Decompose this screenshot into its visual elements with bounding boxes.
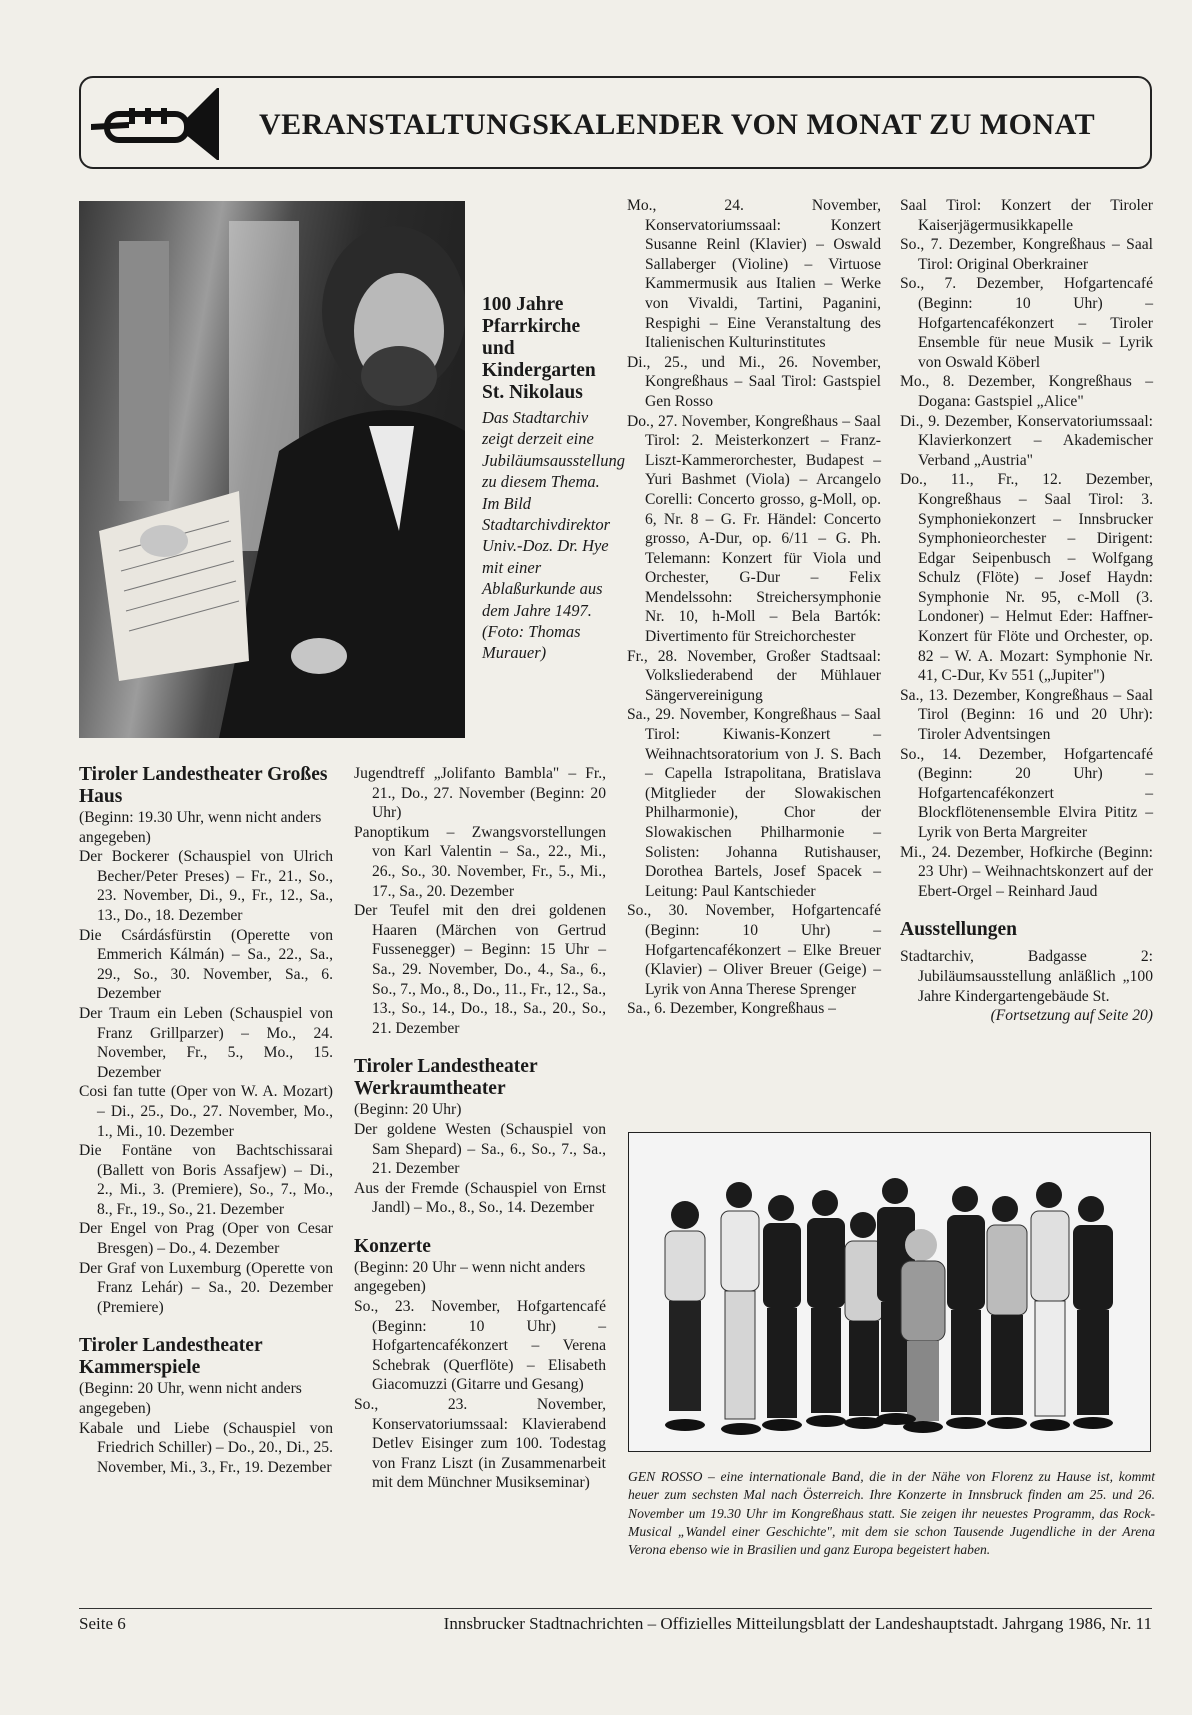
event-entry: Di., 9. Dezember, Konservatoriumssaal: Klavierkonzert – Akademischer Verband „Austria" [900,412,1153,469]
section-sub-kammerspiele: (Beginn: 20 Uhr, wenn nicht anders angegeben) [79,1380,302,1418]
event-entry: Aus der Fremde (Schauspiel von Ernst Jandl) – Mo., 8., So., 14. Dezember [354,1179,606,1217]
archive-director-photo [79,201,465,738]
photo-caption-heading: 100 Jahre Pfarrkirche und Kindergarten St. Nikolaus [482,294,596,403]
event-entry: Die Csárdásfürstin (Operette von Emmerich Kálmán) – Sa., 22., Sa., 29., So., 30. November, Sa., 6. Dezember [79,926,333,1003]
column-2 [354,764,606,1493]
column-4 [900,196,1153,1026]
event-entry: Der Graf von Luxemburg (Operette von Franz Lehár) – Sa., 20. Dezember (Premiere) [79,1259,333,1316]
column-3 [627,196,881,1019]
event-entry: Der Teufel mit den drei goldenen Haaren (Märchen von Gertrud Fussenegger) – Beginn: 15 Uhr – Sa., 29. November, Do., 4., Sa., 6., So., 7., Mo., 8., Do., 11., Fr., 12., Sa., 13., So., 14., Do., 18., Sa., 20., So., 21. Dezember [354,902,606,1037]
event-entry: Sa., 13. Dezember, Kongreßhaus – Saal Tirol (Beginn: 16 und 20 Uhr): Tiroler Adventsingen [900,686,1153,744]
footer-divider [79,1608,1152,1609]
event-entry: So., 23. November, Konservatoriumssaal: Klavierabend Detlev Eisinger zum 100. Todestag von Franz Liszt (in Zusammenarbeit mit dem Münchner Musikseminar) [354,1396,606,1492]
event-entry: Mo., 24. November, Konservatoriumssaal: Konzert Susanne Reinl (Klavier) – Oswald Sallaberger (Violine) – Virtuose Kammermusik aus Italien – Werke von Vivaldi, Tartini, Paganini, Respighi – Eine Veranstaltung des Italienischen Kulturinstitutes [627,197,881,352]
continuation-note: (Fortsetzung auf Seite 20) [990,1007,1153,1025]
event-entry: Do., 11., Fr., 12. Dezember, Kongreßhaus – Saal Tirol: 3. Symphoniekonzert – Innsbrucker Symphonieorchester – Dirigent: Edgar Seipenbusch – Wolfgang Schulz (Flöte) – Josef Haydn: Symphonie Nr. 95, c-Moll (3. Londoner) – Helmut Eder: Haffner-Konzert für Flöte und Orchester, op. 82 – W. A. Mozart: Symphonie Nr. 41, C-Dur, Kv 551 („Jupiter") [900,471,1153,685]
publication-info: Innsbrucker Stadtnachrichten – Offizielles Mitteilungsblatt der Landeshauptstadt. Jahrgang 1986, Nr. 11 [443,1614,1152,1633]
event-entry: So., 7. Dezember, Hofgartencafé (Beginn: 10 Uhr) – Hofgartencafékonzert – Tiroler Ensemble für neue Musik – Lyrik von Oswald Köberl [900,275,1153,371]
event-entry: Jugendtreff „Jolifanto Bambla" – Fr., 21., Do., 27. November (Beginn: 20 Uhr) [354,765,606,822]
section-title-grosses-haus: Tiroler Landestheater Großes Haus [79,764,328,807]
photo-caption [482,294,625,664]
event-entry: Der goldene Westen (Schauspiel von Sam Shepard) – Sa., 6., So., 7., Sa., 21. Dezember [354,1120,606,1178]
section-title-werkraum: Tiroler Landestheater Werkraumtheater [354,1056,538,1100]
section-title-konzerte: Konzerte [354,1235,431,1257]
section-sub-grosses-haus: (Beginn: 19.30 Uhr, wenn nicht anders angegeben) [79,809,322,846]
page-footer [79,1614,1152,1634]
event-entry: Der Traum ein Leben (Schauspiel von Franz Grillparzer) – Mo., 24. November, Fr., 5., Mo., 15. Dezember [79,1004,333,1081]
section-sub-werkraum: (Beginn: 20 Uhr) [354,1101,462,1119]
section-title-ausstellungen: Ausstellungen [900,919,1018,941]
event-entry: Do., 27. November, Kongreßhaus – Saal Tirol: 2. Meisterkonzert – Franz-Liszt-Kammerorchester, Budapest – Yuri Bashmet (Viola) – Arcangelo Corelli: Concerto grosso, g-Moll, op. 6, Nr. 8 – G. Fr. Händel: Concerto grosso, A-Dur, op. 6/11 – G. Ph. Telemann: Konzert für Viola und Orchester, G-Dur – Felix Mendelssohn: Streichersymphonie Nr. 10, h-Moll – Bela Bartók: Divertimento für Streichorchester [627,412,881,646]
event-entry: Panoptikum – Zwangsvorstellungen von Karl Valentin – Sa., 22., Mi., 26., So., 30. November, Fr., 5., Mi., 17., Sa., 20. Dezember [354,823,606,900]
page-number: Seite 6 [79,1614,126,1633]
event-entry: So., 14. Dezember, Hofgartencafé (Beginn: 20 Uhr) – Hofgartencafékonzert – Blockflötenensemble Elvira Pititz – Lyrik von Berta Margreiter [900,745,1153,841]
event-entry: Der Engel von Prag (Oper von Cesar Bresgen) – Do., 4. Dezember [79,1220,333,1258]
gen-rosso-photo [628,1132,1151,1452]
event-entry: Di., 25., und Mi., 26. November, Kongreßhaus – Saal Tirol: Gastspiel Gen Rosso [627,353,881,410]
event-entry: So., 7. Dezember, Kongreßhaus – Saal Tirol: Original Oberkrainer [900,236,1153,273]
event-entry: Sa., 6. Dezember, Kongreßhaus – [627,1000,836,1018]
event-entry: Fr., 28. November, Großer Stadtsaal: Volksliederabend der Mühlauer Sängervereinigung [627,647,881,704]
photo-caption-text: Das Stadtarchiv zeigt derzeit eine Jubiläumsausstellung zu diesem Thema. Im Bild Stadtarchivdirektor Univ.-Doz. Dr. Hye mit einer Ablaßurkunde aus dem Jahre 1497. (Foto: Thomas Murauer) [482,408,625,663]
event-entry: So., 23. November, Hofgartencafé (Beginn: 10 Uhr) – Hofgartencafékonzert – Verena Schebrak (Querflöte) – Elisabeth Giacomuzzi (Gitarre und Gesang) [354,1298,606,1394]
section-sub-konzerte: (Beginn: 20 Uhr – wenn nicht anders angegeben) [354,1258,586,1296]
event-entry: Der Bockerer (Schauspiel von Ulrich Becher/Peter Preses) – Fr., 21., So., 23. November, Di., 9., Fr., 12., Sa., 13., Do., 18. Dezember [79,848,333,924]
event-entry: So., 30. November, Hofgartencafé (Beginn: 10 Uhr) – Hofgartencafékonzert – Elke Breuer (Klavier) – Oliver Breuer (Geige) – Lyrik von Anna Therese Sprenger [627,902,881,998]
column-1 [79,764,333,1477]
event-entry: Cosi fan tutte (Oper von W. A. Mozart) – Di., 25., Do., 27. November, Mo., 1., Mi., 10. Dezember [79,1083,333,1140]
event-entry: Die Fontäne von Bachtschissarai (Ballett von Boris Assafjew) – Di., 2., Mi., 3. (Premiere), So., 7., Mo., 8., Fr., 19., So., 21. Dezember [79,1142,333,1218]
exhibition-entry: Stadtarchiv, Badgasse 2: Jubiläumsausstellung anläßlich „100 Jahre Kindergartengebäude St. [900,948,1153,1005]
calendar-header [79,76,1152,169]
header-title: VERANSTALTUNGSKALENDER VON MONAT ZU MONAT [259,107,1096,141]
trumpet-icon [89,84,221,164]
gen-rosso-caption: GEN ROSSO – eine internationale Band, die in der Nähe von Florenz zu Hause ist, kommt heuer zum sechsten Mal nach Österreich. Ihre Konzerte in Innsbruck finden am 25. und 26. November um 19.30 Uhr im Kongreßhaus statt. Sie zeigen ihr neuestes Programm, das Rock-Musical „Wandel einer Geschichte", mit dem sie schon Tausende Jugendliche in der Arena Verona ebenso wie in Brasilien und ganz Europa begeistert haben. [628,1469,1155,1558]
event-entry: Mo., 8. Dezember, Kongreßhaus – Dogana: Gastspiel „Alice" [900,373,1153,410]
event-entry: Sa., 29. November, Kongreßhaus – Saal Tirol: Kiwanis-Konzert – Weihnachtsoratorium von J. S. Bach – Capella Istrapolitana, Bratislava (Mitglieder der Slowakischen Philharmonie), Chor der Slowakischen Philharmonie – Solisten: Johanna Rutishauser, Dorothea Bartels, Josef Spacek – Leitung: Paul Kantschieder [627,706,881,900]
event-entry: Mi., 24. Dezember, Hofkirche (Beginn: 23 Uhr) – Weihnachtskonzert auf der Ebert-Orgel – Reinhard Jaud [900,843,1153,900]
event-entry: Kabale und Liebe (Schauspiel von Friedrich Schiller) – Do., 20., Di., 25. November, Mi., 3., Fr., 19. Dezember [79,1419,333,1476]
section-title-kammerspiele: Tiroler Landestheater Kammerspiele [79,1335,263,1379]
event-entry: Saal Tirol: Konzert der Tiroler Kaiserjägermusikkapelle [900,197,1153,234]
